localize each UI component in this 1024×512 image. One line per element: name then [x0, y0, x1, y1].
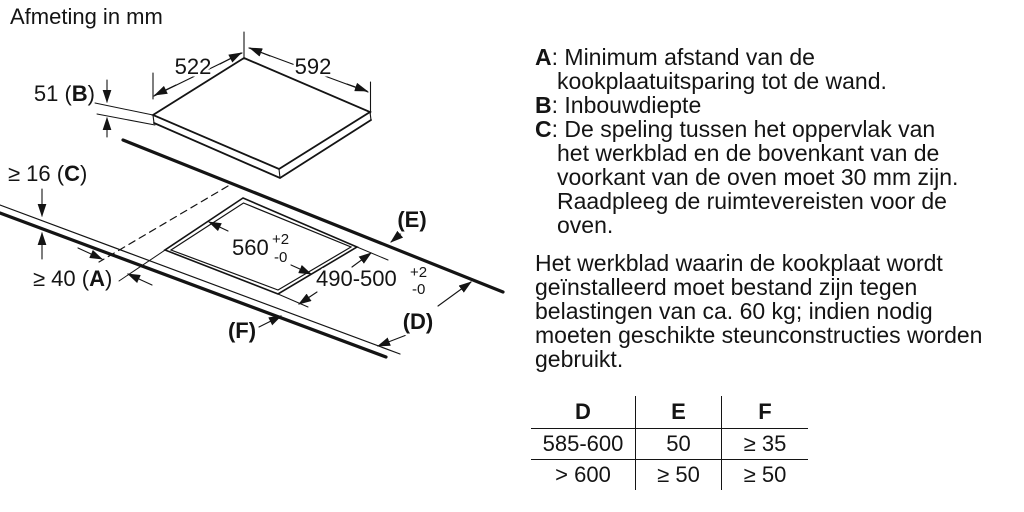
label-f: (F) [227, 318, 257, 343]
dim-ext-b-top [95, 103, 153, 115]
dim-label-560: 560 [232, 235, 269, 260]
leader-arrow-d-down [378, 334, 409, 346]
dim-arrow-490-down [299, 292, 317, 304]
dim-label-b: 51 (B) [33, 81, 95, 106]
label-d: (D) [402, 309, 434, 334]
table-cell: ≥ 50 [722, 460, 809, 491]
table-row [531, 460, 808, 491]
def-dimensions-table [531, 396, 808, 490]
dim-label-490-plus: +2 [410, 264, 428, 281]
dim-label-522: 522 [174, 54, 212, 79]
dim-arrow-592-far [347, 84, 367, 91]
legend-item-c: C: De speling tussen het oppervlak van het werkblad en de bovenkant van de voorkant van de oven moet 30 mm zijn. Raadpleeg de ruimtevereisten voor de oven. [535, 116, 959, 238]
legend-letter-b: B [535, 92, 552, 118]
table-cell: > 600 [555, 462, 611, 487]
worktop-note: Het werkblad waarin de kookplaat wordt geïnstalleerd moet bestand zijn tegen belastingen van ca. 60 kg; indien nodig moeten geschikte steunconstructies worden gebruikt. [535, 250, 983, 372]
dim-arrow-a-left [128, 274, 152, 285]
page-title: Afmeting in mm [10, 4, 163, 29]
table-header-d: D [531, 396, 636, 429]
table-header-f: F [722, 396, 809, 429]
dim-ext-490-top [357, 247, 388, 260]
legend-letter-c: C [535, 116, 552, 142]
table-cell: 585-600 [531, 429, 636, 460]
table-row [531, 429, 808, 460]
table-cell: ≥ 50 [636, 460, 722, 491]
dim-label-490-minus: -0 [412, 281, 426, 298]
dim-label-490-500: 490-500 [316, 266, 397, 291]
dim-arrow-592-near [250, 48, 270, 56]
dim-label-592: 592 [294, 54, 332, 79]
dim-arrow-522-far [155, 85, 176, 95]
leader-arrow-f [259, 316, 281, 327]
legend [535, 45, 958, 237]
leader-arrow-d-up [438, 282, 471, 306]
legend-item-b: B: Inbouwdiepte [535, 92, 702, 118]
dim-label-c: ≥ 16 (C) [8, 161, 88, 186]
table-cell: ≥ 35 [722, 429, 809, 460]
leader-arrow-e [391, 231, 404, 242]
table-header-row [531, 396, 808, 429]
label-e: (E) [397, 207, 427, 232]
dim-label-560-minus: -0 [274, 249, 288, 266]
dim-label-a: ≥ 40 (A) [33, 266, 113, 291]
dim-label-560-plus: +2 [272, 231, 290, 248]
table-cell: 50 [636, 429, 722, 460]
dim-ext-b-bottom [97, 114, 155, 125]
legend-letter-a: A [535, 44, 552, 70]
legend-item-a: A: Minimum afstand van de kookplaatuitsparing tot de wand. [535, 44, 887, 94]
dim-arrow-490-up [352, 253, 371, 267]
table-header-e: E [636, 396, 722, 429]
